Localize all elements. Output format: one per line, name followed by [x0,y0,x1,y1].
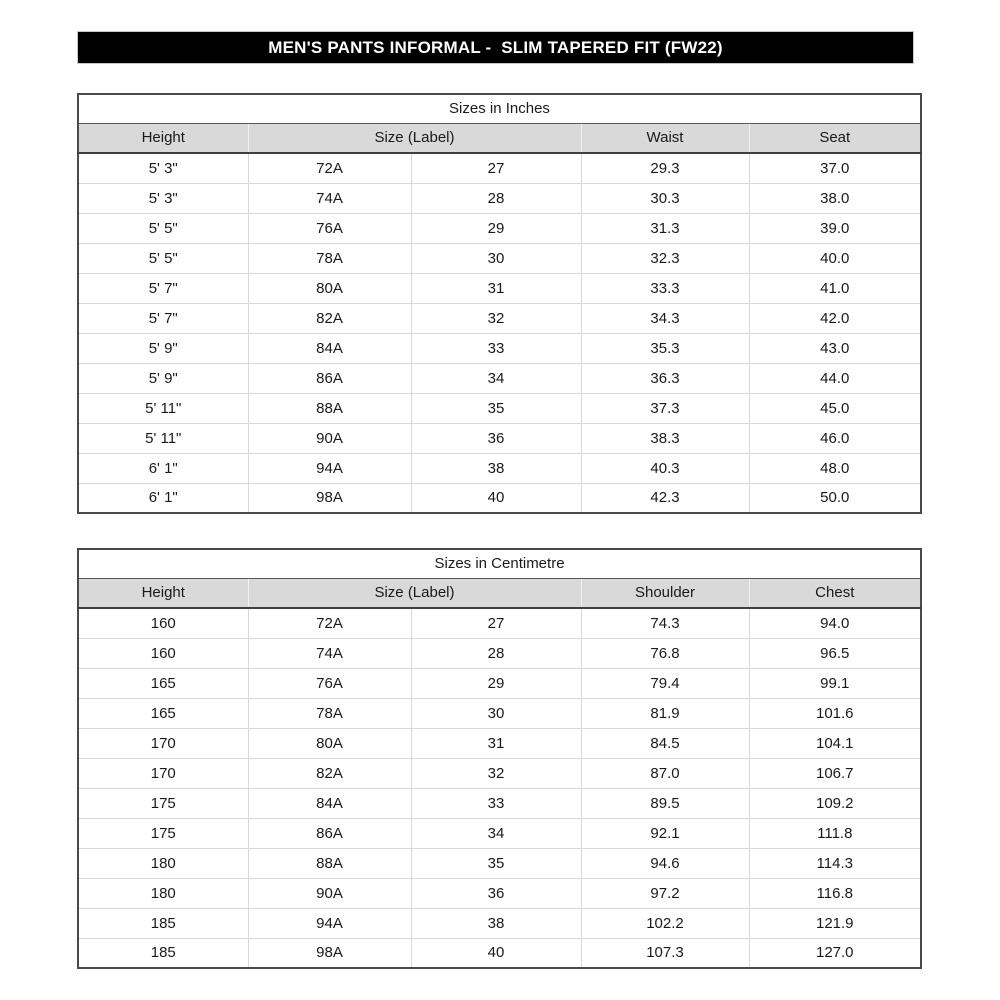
table-cell: 175 [78,788,248,818]
table-cell: 84.5 [581,728,749,758]
column-header-shoulder: Shoulder [581,578,749,608]
table-cell: 175 [78,818,248,848]
table-row [78,608,921,638]
column-header-size-label: Size (Label) [248,578,581,608]
table-cell: 33 [411,333,581,363]
table-cell: 79.4 [581,668,749,698]
table-cell: 5' 7" [78,303,248,333]
table-cell: 27 [411,153,581,183]
table-cell: 121.9 [749,908,921,938]
table-cell: 35.3 [581,333,749,363]
title-banner [78,32,913,63]
table-cell: 111.8 [749,818,921,848]
table-cell: 5' 5" [78,213,248,243]
table-cell: 107.3 [581,938,749,968]
table-cell: 31 [411,273,581,303]
table-cell: 81.9 [581,698,749,728]
table-cell: 43.0 [749,333,921,363]
table-cell: 38 [411,453,581,483]
table-cell: 32 [411,303,581,333]
table-cell: 36.3 [581,363,749,393]
table-cell: 34 [411,363,581,393]
table-cell: 78A [248,243,411,273]
table-row [78,878,921,908]
table-cell: 31.3 [581,213,749,243]
table-cell: 5' 9" [78,363,248,393]
table-cell: 165 [78,698,248,728]
table-cell: 82A [248,758,411,788]
table-cell: 80A [248,728,411,758]
table-cell: 106.7 [749,758,921,788]
table-row [78,728,921,758]
table-cell: 116.8 [749,878,921,908]
table-cell: 92.1 [581,818,749,848]
table-cell: 46.0 [749,423,921,453]
table-row [78,638,921,668]
table-cell: 101.6 [749,698,921,728]
table-cell: 114.3 [749,848,921,878]
table-row [78,788,921,818]
table-row [78,938,921,968]
table-cell: 98A [248,938,411,968]
table-cell: 5' 11" [78,393,248,423]
table-cell: 5' 9" [78,333,248,363]
table-row [78,818,921,848]
table-cell: 44.0 [749,363,921,393]
column-header-seat: Seat [749,123,921,153]
table-cell: 180 [78,848,248,878]
table-cell: 40.0 [749,243,921,273]
table-cell: 99.1 [749,668,921,698]
table-cell: 96.5 [749,638,921,668]
table-cell: 31 [411,728,581,758]
column-header-waist: Waist [581,123,749,153]
table-cell: 97.2 [581,878,749,908]
table-row [78,453,921,483]
table-cell: 30 [411,698,581,728]
table-cell: 160 [78,608,248,638]
table-cell: 38 [411,908,581,938]
table-cell: 45.0 [749,393,921,423]
table-cell: 84A [248,788,411,818]
column-header-height: Height [78,123,248,153]
table-cell: 80A [248,273,411,303]
sizes-in-centimetre-table [77,548,922,969]
table-row [78,273,921,303]
table-cell: 127.0 [749,938,921,968]
table-cell: 185 [78,938,248,968]
table-cell: 39.0 [749,213,921,243]
table-row [78,393,921,423]
table-cell: 94A [248,453,411,483]
table-cell: 76A [248,213,411,243]
table-cell: 160 [78,638,248,668]
table-cell: 37.0 [749,153,921,183]
table-cell: 90A [248,423,411,453]
table-cell: 5' 3" [78,183,248,213]
table-cell: 72A [248,608,411,638]
table-cell: 42.3 [581,483,749,513]
table-cell: 102.2 [581,908,749,938]
table-cell: 40.3 [581,453,749,483]
table-cell: 28 [411,183,581,213]
table-row [78,303,921,333]
table-row [78,483,921,513]
table-cell: 37.3 [581,393,749,423]
page-title: MEN'S PANTS INFORMAL - SLIM TAPERED FIT (FW22) [268,37,723,57]
table-title-row [78,549,921,578]
table-cell: 98A [248,483,411,513]
table-row [78,183,921,213]
table-row [78,848,921,878]
table-cell: 86A [248,363,411,393]
table-row [78,758,921,788]
sizes-in-inches-table [77,93,922,514]
inches-table-body [78,153,921,513]
column-header-chest: Chest [749,578,921,608]
table-cell: 36 [411,878,581,908]
table-row [78,363,921,393]
table-cell: 76.8 [581,638,749,668]
table-cell: 170 [78,758,248,788]
table-row [78,908,921,938]
table-cell: 82A [248,303,411,333]
table-cell: 34.3 [581,303,749,333]
table-cell: 88A [248,848,411,878]
table-row [78,153,921,183]
table-cell: 86A [248,818,411,848]
table-cell: 50.0 [749,483,921,513]
table-cell: 5' 3" [78,153,248,183]
table-cell: 5' 7" [78,273,248,303]
table-row [78,213,921,243]
table-row [78,423,921,453]
table-cell: 38.0 [749,183,921,213]
table-cell: 29 [411,213,581,243]
table-cell: 180 [78,878,248,908]
table-cell: 42.0 [749,303,921,333]
table-cell: 165 [78,668,248,698]
table-cell: 185 [78,908,248,938]
table-cell: 28 [411,638,581,668]
column-header-height: Height [78,578,248,608]
table-cell: 84A [248,333,411,363]
table-cell: 40 [411,483,581,513]
table-title-centimetre: Sizes in Centimetre [78,549,921,578]
table-cell: 34 [411,818,581,848]
table-row [78,243,921,273]
table-cell: 74.3 [581,608,749,638]
table-cell: 72A [248,153,411,183]
table-row [78,333,921,363]
table-cell: 5' 11" [78,423,248,453]
table-cell: 89.5 [581,788,749,818]
table-cell: 6' 1" [78,483,248,513]
table-cell: 38.3 [581,423,749,453]
table-cell: 94.6 [581,848,749,878]
table-cell: 5' 5" [78,243,248,273]
table-cell: 78A [248,698,411,728]
table-cell: 30 [411,243,581,273]
table-cell: 48.0 [749,453,921,483]
table-cell: 32 [411,758,581,788]
table-cell: 6' 1" [78,453,248,483]
table-cell: 74A [248,638,411,668]
table-cell: 88A [248,393,411,423]
table-cell: 30.3 [581,183,749,213]
table-cell: 90A [248,878,411,908]
table-row [78,698,921,728]
table-cell: 94A [248,908,411,938]
table-cell: 104.1 [749,728,921,758]
table-cell: 40 [411,938,581,968]
table-cell: 94.0 [749,608,921,638]
table-title-row [78,94,921,123]
table-row [78,668,921,698]
centimetre-table-body [78,608,921,968]
table-cell: 33.3 [581,273,749,303]
table-title-inches: Sizes in Inches [78,94,921,123]
table-cell: 35 [411,393,581,423]
table-cell: 29.3 [581,153,749,183]
header-row [78,123,921,153]
table-cell: 27 [411,608,581,638]
table-cell: 76A [248,668,411,698]
table-cell: 41.0 [749,273,921,303]
table-cell: 29 [411,668,581,698]
table-cell: 87.0 [581,758,749,788]
table-cell: 36 [411,423,581,453]
table-cell: 35 [411,848,581,878]
header-row [78,578,921,608]
table-cell: 74A [248,183,411,213]
table-cell: 170 [78,728,248,758]
column-header-size-label: Size (Label) [248,123,581,153]
table-cell: 33 [411,788,581,818]
table-cell: 109.2 [749,788,921,818]
table-cell: 32.3 [581,243,749,273]
